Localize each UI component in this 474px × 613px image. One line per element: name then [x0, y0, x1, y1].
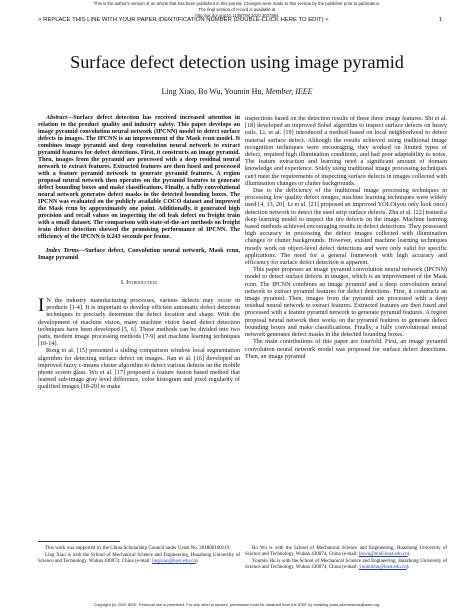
index-terms-label: Index Terms	[46, 248, 79, 254]
publication-notice: This is the author's version of an article that has been published in this journal. Changes were made to this version by the publisher prior to publication.	[93, 1, 381, 6]
email-link-1[interactable]: lingxiao@hust.edu.cn	[152, 559, 196, 565]
affiliation-text-3: Youmin Hu is with the School of Mechanical Science and Engineering, Huazhong University of Science and Technology, Wuhan 430074, China (e-mail:	[245, 559, 447, 571]
footnote-right	[245, 546, 447, 572]
abstract-label: Abstract	[46, 115, 67, 121]
intro-paragraph-2: Rong et al. [15] presented a sliding comparison window local segmentation algorithm for detecting surface defect on images. Jian et al. [16] developed an improved fuzzy c-means cluster algorithm to detect various defects on the mobile phone screen glass. Wu et al. [17] proposed a feature fusion based method that learned sub-image gray level difference, color histogram and pixel regularity of qualified images [18-20] to make	[38, 347, 240, 391]
affiliation-close-1: ).	[195, 559, 199, 565]
author-names: Ling Xiao, Bo Wu, Youmin Hu,	[161, 87, 264, 96]
affiliation-text-2: Bo Wu is with the School of Mechanical Science and Engineering, Huazhong University of Science and Technology, Wuhan 430074, China (e-mail:	[245, 546, 447, 558]
author-affiliation-1	[38, 553, 240, 565]
affiliation-close-2: ).	[407, 552, 411, 558]
drop-cap: I	[38, 295, 45, 316]
index-terms	[38, 248, 240, 262]
author-affiliation-3	[245, 559, 447, 571]
doi-link[interactable]: http://dx.doi.org/10.1109/TIM.2020.3037894	[195, 13, 279, 18]
author-membership: Member, IEEE	[265, 87, 313, 96]
email-link-2[interactable]: bowu@mail.hust.edu.cn	[359, 552, 408, 558]
body-paragraph-2: Due to the deficiency of the traditional image processing techniques in processing low quality defect images, machine learning techniques were widely used [4, 13, 20]. Li et al. [21] proposed an improved YOLO(you only look once) detection network to detect the steel strip surface defects. Zhu et al. [22] trained a deep learning model to inspect the tire defects on the image. Machine learning based methods achieved encouraging results in defect detections. They possessed high accuracy in processing the defect images collected with illumination changes or clutter backgrounds. However, existed machine learning techniques mostly work on object-level defect detections and were only valid for specific applications. The need for a general framework with high accuracy and efficiency for surface defect detection is apparent.	[245, 187, 447, 267]
author-line	[0, 87, 474, 97]
body-paragraph-4: The main contributions of this paper are fourfold. First, an image pyramid convolution neural network model was proposed for surface defect detections. Then, an image pyramid	[245, 338, 447, 360]
intro-text-1: N the industry manufacturing processes, various defects may occur in products [1-4]. It is important to develop efficient automatic defect detection techniques to precisely determine the defect location and shape. With the development of machine vision, many machine vision based defect detection techniques have been developed [5, 6]. These methods can be divided into two parts, modern image processing methods [7-9] and machine learning techniques [10-14].	[38, 297, 240, 348]
body-paragraph-1: inspections based on the detection results of these three image features. Shi et al. [18] developed an improved Sobel algorithm to inspect surface defects on heavy rails. Li. et al. [19] introduced a method based on local neighborhood to detect material surface defect. Although the results achieved using traditional image recognition techniques were encouraging, they worked on limited types of defect, required high illumination conditions, and had poor adaptability to noise. The feature extraction and learning need a significant amount of domain knowledge and experience. Solely using traditional image processing techniques can't meet the requirements of inspecting surface defects in images collected with illumination changes or clutter backgrounds.	[245, 115, 447, 187]
email-link-3[interactable]: youminhu@hust.edu.cn	[359, 565, 407, 571]
copyright-notice: Copyright (c) 2020 IEEE. Personal use is permitted. For any other purposes, permission must be obtained from the IEEE by emailing pubs-permissions@ieee.org.	[93, 602, 381, 607]
section-title: Introduction	[126, 279, 158, 286]
left-column	[38, 115, 240, 391]
affiliation-close-3: ).	[406, 565, 410, 571]
section-heading	[38, 279, 240, 287]
header-text[interactable]: > REPLACE THIS LINE WITH YOUR PAPER IDENTIFICATION NUMBER (DOUBLE-CLICK HERE TO EDIT) <	[38, 17, 329, 23]
page-number: 1	[438, 17, 442, 23]
abstract-text: —Surface defect detection has received increased attention in relation to the product quality and industry safety. This paper develops an image pyramid convolution neural network (IPCNN) model to detect surface defects in images. The IPCNN is an improvement of the Mask rcnn model. It combines image pyramid and deep convolution neural network to extract pyramid features for defect detections. First, it constructs an image pyramid. Then, images from the pyramid are processed with a deep residual neural network to extract features. Extracted features are then fused and processed with a feature pyramid network to generate pyramid features. A region proposal neural network then operates on the pyramid features to generate defect bounding boxes and make classifications. Finally, a fully convolutional neural network generates defect masks in the detected bounding boxes. The IPCNN was evaluated on the publicly available COCO dataset and improved the Mask rcnn by approximately one point. Additionally, it generated high precision and recall values on inspecting the oil leak defect on freight train with a small dataset. The comparison with state-of-the-art methods on freight train defect detection showed the promising performance of IPCNN. The efficiency of the IPCNN is 0.243 seconds per frame.	[38, 115, 240, 240]
affiliation-text-1: Ling Xiao is with the School of Mechanical Science and Engineering, Huazhong University of Science and Technology, Wuhan 430074, China (e-mail:	[38, 553, 240, 565]
paper-title: Surface defect detection using image pyramid	[70, 52, 404, 72]
footnote-divider	[38, 541, 120, 542]
funding-note: This work was supported by the China Scholarship Council under Grant No. 201806160119.	[45, 546, 231, 551]
body-paragraph-3: This paper proposes an image pyramid convolution neural network (IPCNN) model to detect surface defects in images, which is an improvement of the Mask rcnn. The IPCNN combines an image pyramid and a deep convolution neural network to extract pyramid features for defect detections. First, it constructs an image pyramid. Then, images from the pyramid are processed with a deep residual neural network to extract features. Extracted features are then fused and processed with a feature pyramid network to generate pyramid features. A region proposal neural network then works on the pyramid features to generate defect bounding boxes and make classifications. Finally, a fully convolutional neural network generates defect masks in the detected bounding boxes.	[245, 266, 447, 339]
author-affiliation-2	[245, 546, 447, 558]
abstract	[38, 115, 240, 241]
footnote-left	[38, 546, 240, 566]
section-number: I.	[120, 279, 125, 286]
intro-paragraph-1	[38, 297, 240, 347]
running-header	[38, 16, 442, 25]
index-terms-text: —Surface defect, Convolution neural network, Mask rcnn, Image pyramid	[38, 248, 241, 261]
right-column	[245, 115, 447, 360]
version-notice: The final version of record is available at	[198, 7, 276, 12]
